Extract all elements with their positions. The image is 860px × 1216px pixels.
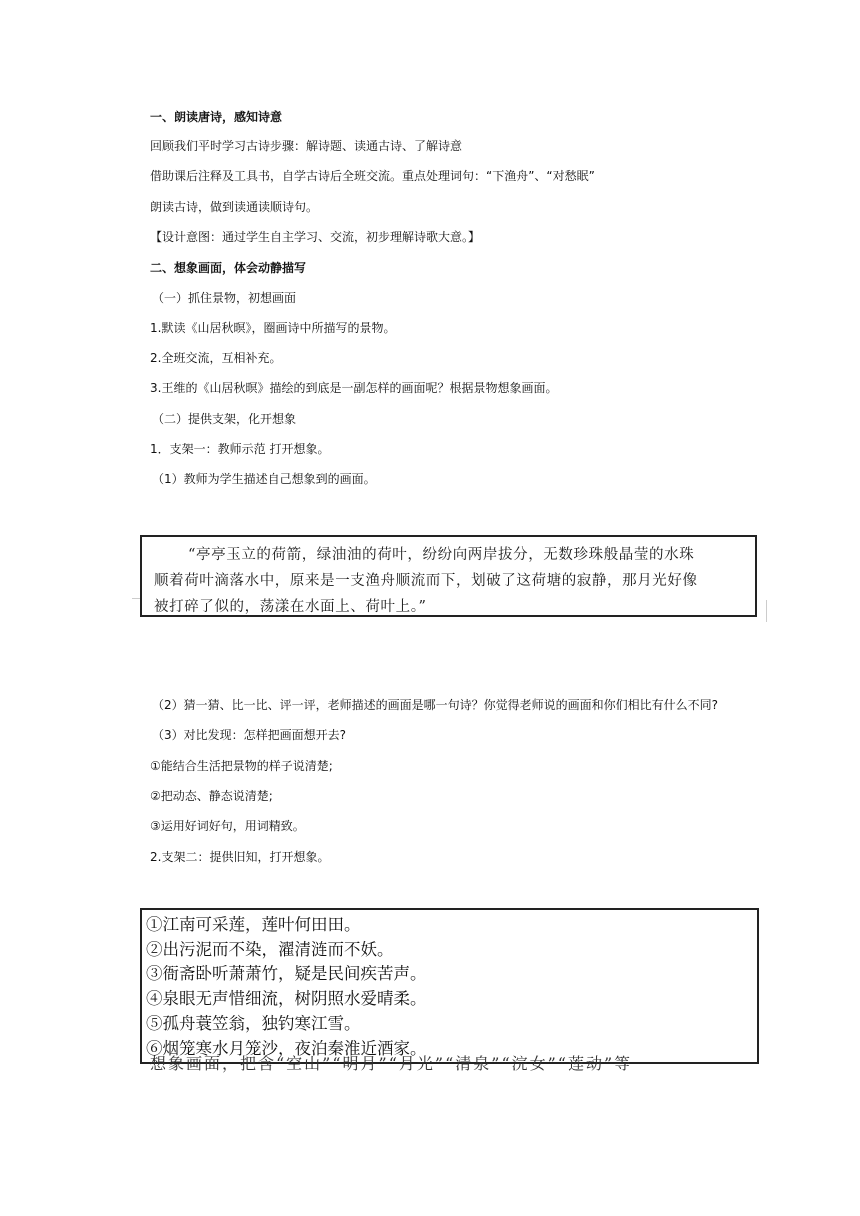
quote-line: “亭亭玉立的荷箭，绿油油的荷叶，纷纷向两岸拔分，无数珍珠般晶莹的水珠 bbox=[188, 547, 695, 563]
step-item: 1.默读《山居秋暝》，圈画诗中所描写的景物。 bbox=[150, 321, 396, 335]
poem-line: ④泉眼无声惜细流，树阴照水爱晴柔。 bbox=[146, 989, 427, 1009]
design-intent: 【设计意图：通过学生自主学习、交流，初步理解诗歌大意。】 bbox=[150, 230, 481, 244]
section1-heading: 一、朗读唐诗，感知诗意 bbox=[150, 110, 283, 124]
question-3: （3）对比发现：怎样把画面想开去? bbox=[152, 728, 347, 742]
teacher-description-box bbox=[140, 535, 757, 617]
quote-line: 顺着荷叶滴落水中，原来是一支渔舟顺流而下，划破了这荷塘的寂静，那月光好像 bbox=[154, 573, 698, 589]
poem-lines-box bbox=[140, 908, 759, 1064]
poem-line: ①江南可采莲，莲叶何田田。 bbox=[146, 915, 361, 934]
poem-line: ②出污泥而不染，濯清涟而不妖。 bbox=[146, 939, 394, 959]
section1-line: 借助课后注释及工具书，自学古诗后全班交流。重点处理词句：“下渔舟”、“对愁眠” bbox=[150, 169, 595, 183]
section2-heading: 二、想象画面，体会动静描写 bbox=[150, 261, 307, 275]
cut-off-text-content: 想象画面，把含“空山”“明月”“月光”“清泉”“浣女”“莲动”等 bbox=[150, 1054, 633, 1073]
poem-line: ⑥烟笼寒水月笼沙，夜泊秦淮近酒家。 bbox=[146, 1038, 427, 1058]
step-item: 3.王维的《山居秋暝》描绘的到底是一副怎样的画面呢？根据景物想象画面。 bbox=[150, 381, 558, 395]
poem-line: ③衙斋卧听萧萧竹，疑是民间疾苦声。 bbox=[146, 964, 427, 984]
subheading-1: （一）抓住景物，初想画面 bbox=[152, 291, 297, 305]
question-2: （2）猜一猜、比一比、评一评，老师描述的画面是哪一句诗？你觉得老师说的画面和你们相比有什么不同? bbox=[152, 698, 719, 712]
scan-edge-mark bbox=[766, 600, 767, 622]
section1-line: 回顾我们平时学习古诗步骤：解诗题、读通古诗、了解诗意 bbox=[150, 139, 463, 153]
poem-line: ⑤孤舟蓑笠翁，独钓寒江雪。 bbox=[146, 1013, 361, 1033]
subheading-2: （二）提供支架，化开想象 bbox=[152, 412, 297, 426]
scan-edge-mark bbox=[132, 598, 140, 599]
finding-point: ③运用好词好句，用词精致。 bbox=[150, 819, 305, 833]
support-2: 2.支架二：提供旧知，打开想象。 bbox=[150, 850, 330, 864]
step-item: 2.全班交流，互相补充。 bbox=[150, 351, 282, 365]
quote-line: 被打碎了似的，荡漾在水面上、荷叶上。” bbox=[154, 599, 427, 615]
section1-line: 朗读古诗，做到读通读顺诗句。 bbox=[150, 200, 319, 214]
support-1-item: （1）教师为学生描述自己想象到的画面。 bbox=[152, 472, 376, 486]
cut-off-text bbox=[150, 1054, 770, 1074]
finding-point: ①能结合生活把景物的样子说清楚; bbox=[150, 759, 333, 773]
support-1: 1．支架一：教师示范 打开想象。 bbox=[150, 442, 330, 456]
finding-point: ②把动态、静态说清楚; bbox=[150, 789, 273, 803]
